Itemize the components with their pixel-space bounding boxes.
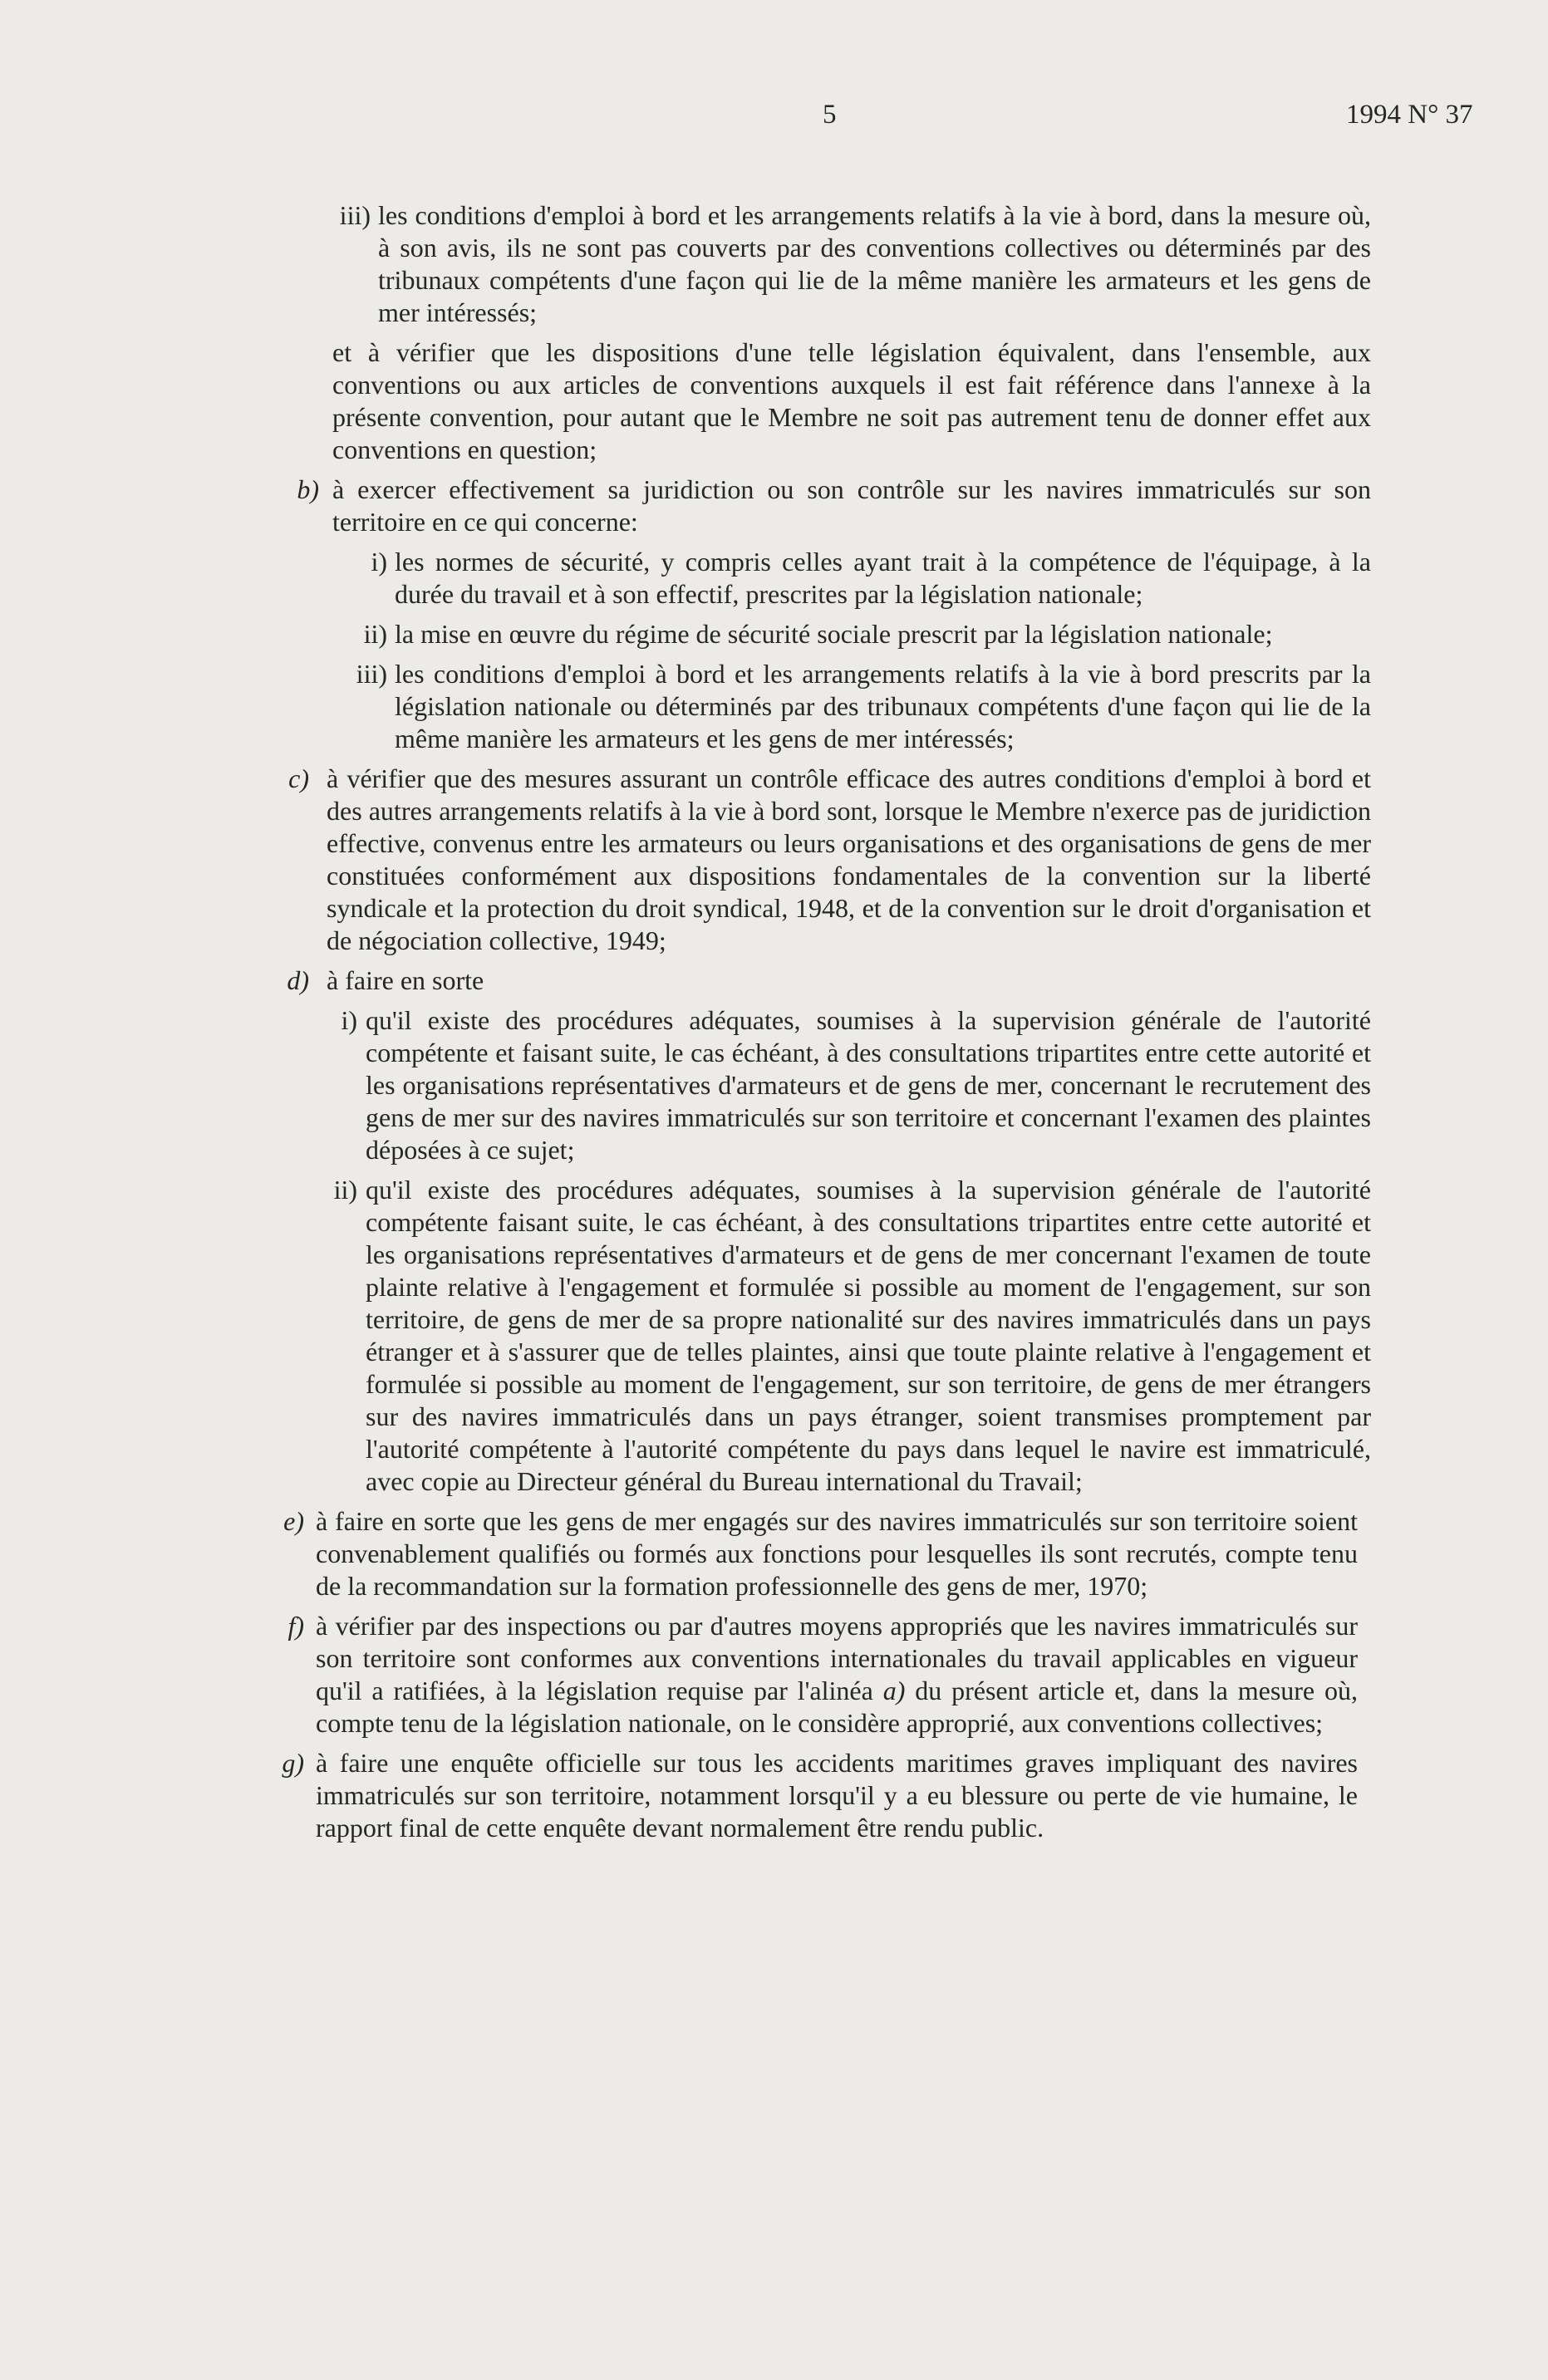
subitem-b-ii	[363, 618, 1371, 650]
document-body	[0, 199, 1548, 1852]
item-label: f)	[287, 1611, 304, 1641]
subitem-d-i	[341, 1004, 1371, 1166]
subitem-d-ii	[333, 1174, 1371, 1498]
subitem-text: les conditions d'emploi à bord et les arrangements relatifs à la vie à bord prescrits par la législation nationale ou déterminés par des tribunaux compétents d'une façon qui lie de la même manière les armateurs et les gens de mer intéressés;	[395, 659, 1371, 753]
paragraph-a-continuation: et à vérifier que les dispositions d'une telle législation équivalent, dans l'ensemble, aux conventions ou aux articles de conventions auxquels il est fait référence dans l'annexe à la présente convention, pour autant que le Membre ne soit pas autrement tenu de donner effet aux conventions en question;	[332, 337, 1371, 464]
subitem-b-i	[371, 546, 1371, 611]
document-reference: 1994 N° 37	[1346, 100, 1473, 130]
subitem-label: i)	[371, 547, 387, 577]
item-text: à exercer effectivement sa juridiction ou son contrôle sur les navires immatriculés sur son territoire en ce qui concerne:	[332, 474, 1371, 537]
item-text-end: du présent article et, dans la mesure où, compte tenu de la législation nationale, on le considère approprié, aux conventions collectives;	[316, 1676, 1359, 1738]
subitem-a-iii	[339, 199, 1371, 329]
item-g	[282, 1747, 1358, 1844]
subitem-label: iii)	[356, 659, 387, 689]
item-label: c)	[288, 763, 309, 793]
item-label: b)	[297, 474, 319, 504]
subitem-text: la mise en œuvre du régime de sécurité sociale prescrit par la législation nationale;	[395, 619, 1273, 649]
item-d	[287, 964, 1371, 997]
subitem-text: qu'il existe des procédures adéquates, soumises à la supervision générale de l'autorité compétente faisant suite, le cas échéant, à des consultations tripartites entre cette autorité et les organisations représentatives d'armateurs et de gens de mer concernant l'examen de toute plainte relative à l'engagement et formulée si possible au moment de l'engagement, sur son territoire, de gens de mer de sa propre nationalité sur des navires immatriculés dans un pays étranger et à s'assurer que de telles plaintes, ainsi que toute plainte relative à l'engagement et formulée si possible au moment de l'engagement, sur son territoire, de gens de mer étrangers sur des navires immatriculés dans un pays étranger, soient transmises promptement par l'autorité compétente à l'autorité compétente du pays dans lequel le navire est immatriculé, avec copie au Directeur général du Bureau international du Travail;	[366, 1175, 1371, 1496]
subitem-label: ii)	[363, 619, 387, 649]
item-label: e)	[283, 1506, 304, 1536]
item-text-start: à vérifier par des inspections ou par d'autres moyens appropriés que les navires immatriculés sur son territoire sont conformes aux conventions internationales du travail applicables en vigueur qu'il a ratifiées, à la législation requise par l'alinéa	[316, 1611, 1358, 1705]
item-text: à faire en sorte	[327, 965, 484, 995]
item-text: à faire une enquête officielle sur tous les accidents maritimes graves impliquant des navires immatriculés sur son territoire, notamment lorsqu'il y a eu blessure ou perte de vie humaine, le rapport final de cette enquête devant normalement être rendu public.	[316, 1748, 1358, 1843]
subitem-label: i)	[341, 1005, 357, 1035]
cross-reference: a)	[882, 1676, 906, 1705]
item-c	[288, 763, 1371, 957]
subitem-label: ii)	[333, 1175, 357, 1205]
item-text: à faire en sorte que les gens de mer engagés sur des navires immatriculés sur son territoire soient convenablement qualifiés ou formés aux fonctions pour lesquelles ils sont recrutés, compte tenu de la recommandation sur la formation professionnelle des gens de mer, 1970;	[316, 1506, 1358, 1601]
item-label: g)	[282, 1748, 304, 1778]
page-number: 5	[823, 100, 837, 130]
subitem-b-iii	[356, 658, 1371, 755]
subitem-text: les normes de sécurité, y compris celles ayant trait à la compétence de l'équipage, à la durée du travail et à son effectif, prescrites par la législation nationale;	[395, 547, 1371, 609]
item-f	[287, 1610, 1359, 1740]
subitem-label: iii)	[339, 200, 371, 230]
item-e	[283, 1505, 1358, 1602]
subitem-text: qu'il existe des procédures adéquates, soumises à la supervision générale de l'autorité compétente et faisant suite, le cas échéant, à des consultations tripartites entre cette autorité et les organisations représentatives d'armateurs et de gens de mer, concernant le recrutement des gens de mer sur des navires immatriculés sur son territoire et concernant l'examen des plaintes déposées à ce sujet;	[366, 1005, 1371, 1165]
item-text: à vérifier que des mesures assurant un contrôle efficace des autres conditions d'emploi à bord et des autres arrangements relatifs à la vie à bord sont, lorsque le Membre n'exerce pas de juridiction effective, convenus entre les armateurs ou leurs organisations et des organisations de gens de mer constituées conformément aux dispositions fondamentales de la convention sur la liberté syndicale et la protection du droit syndical, 1948, et de la convention sur le droit d'organisation et de négociation collective, 1949;	[327, 763, 1371, 955]
item-b	[297, 474, 1371, 538]
subitem-text: les conditions d'emploi à bord et les arrangements relatifs à la vie à bord, dans la mesure où, à son avis, ils ne sont pas couverts par des conventions collectives ou déterminés par des tribunaux compétents d'une façon qui lie de la même manière les armateurs et les gens de mer intéressés;	[378, 200, 1371, 327]
item-label: d)	[287, 965, 309, 995]
